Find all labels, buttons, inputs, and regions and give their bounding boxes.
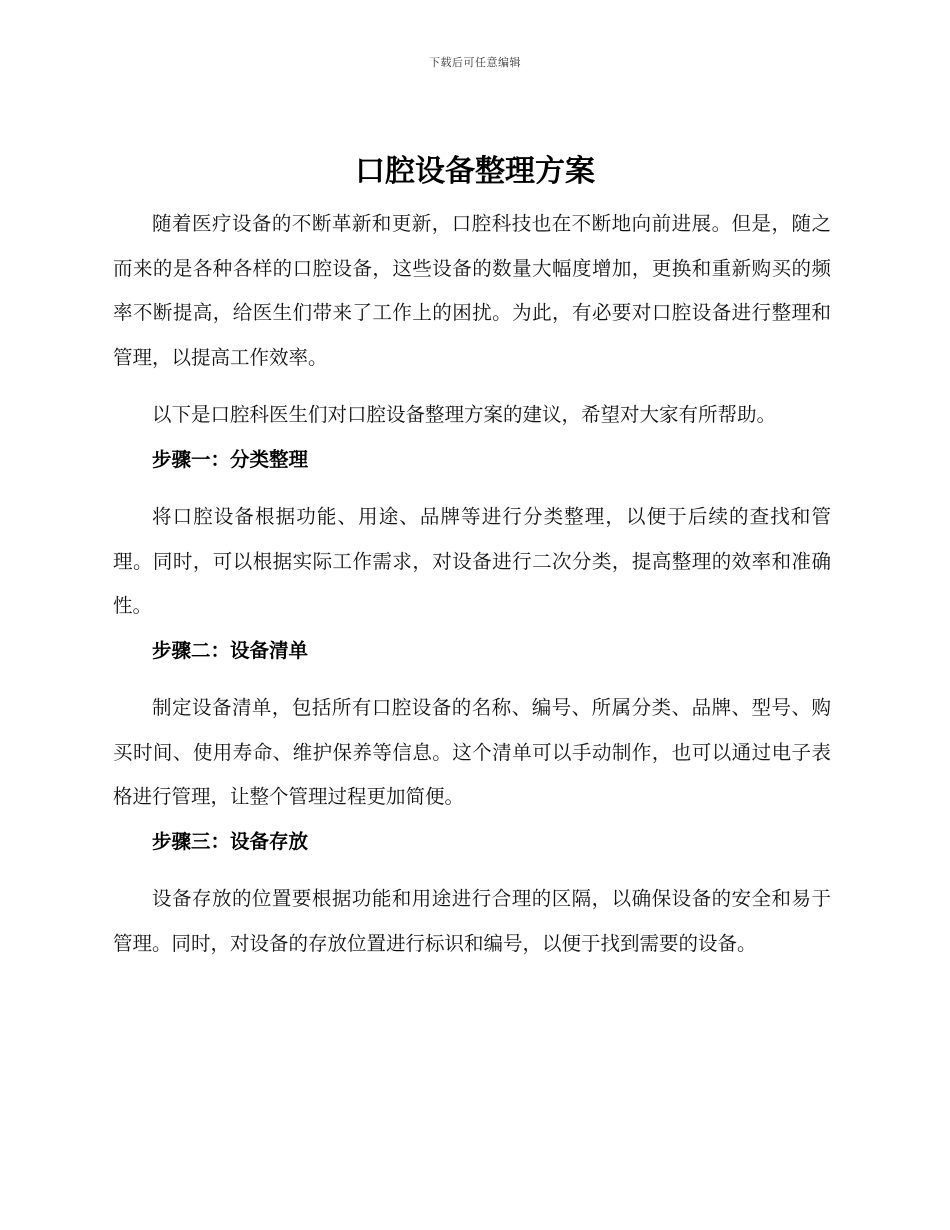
step-heading: 步骤三：设备存放 — [152, 829, 309, 853]
step-heading: 步骤一：分类整理 — [152, 447, 309, 471]
document-title: 口腔设备整理方案 — [355, 154, 595, 189]
header-note: 下载后可任意编辑 — [429, 56, 521, 69]
intro-paragraph: 随着医疗设备的不断革新和更新，口腔科技也在不断地向前进展。但是，随之而来的是各种各样的口腔设备，这些设备的数量大幅度增加，更换和重新购买的频率不断提高，给医生们带来了工作上的困扰。为此，有必要对口腔设备进行整理和管理，以提高工作效率。 — [113, 212, 831, 369]
intro-paragraph: 以下是口腔科医生们对口腔设备整理方案的建议，希望对大家有所帮助。 — [152, 403, 777, 426]
document-body — [113, 202, 831, 966]
step-paragraph: 设备存放的位置要根据功能和用途进行合理的区隔，以确保设备的安全和易于管理。同时，对设备的存放位置进行标识和编号，以便于找到需要的设备。 — [113, 887, 831, 955]
step-paragraph: 制定设备清单，包括所有口腔设备的名称、编号、所属分类、品牌、型号、购买时间、使用寿命、维护保养等信息。这个清单可以手动制作，也可以通过电子表格进行管理，让整个管理过程更加简便。 — [113, 696, 831, 808]
step-heading: 步骤二：设备清单 — [152, 638, 309, 662]
step-paragraph: 将口腔设备根据功能、用途、品牌等进行分类整理，以便于后续的查找和管理。同时，可以根据实际工作需求，对设备进行二次分类，提高整理的效率和准确性。 — [113, 505, 831, 617]
